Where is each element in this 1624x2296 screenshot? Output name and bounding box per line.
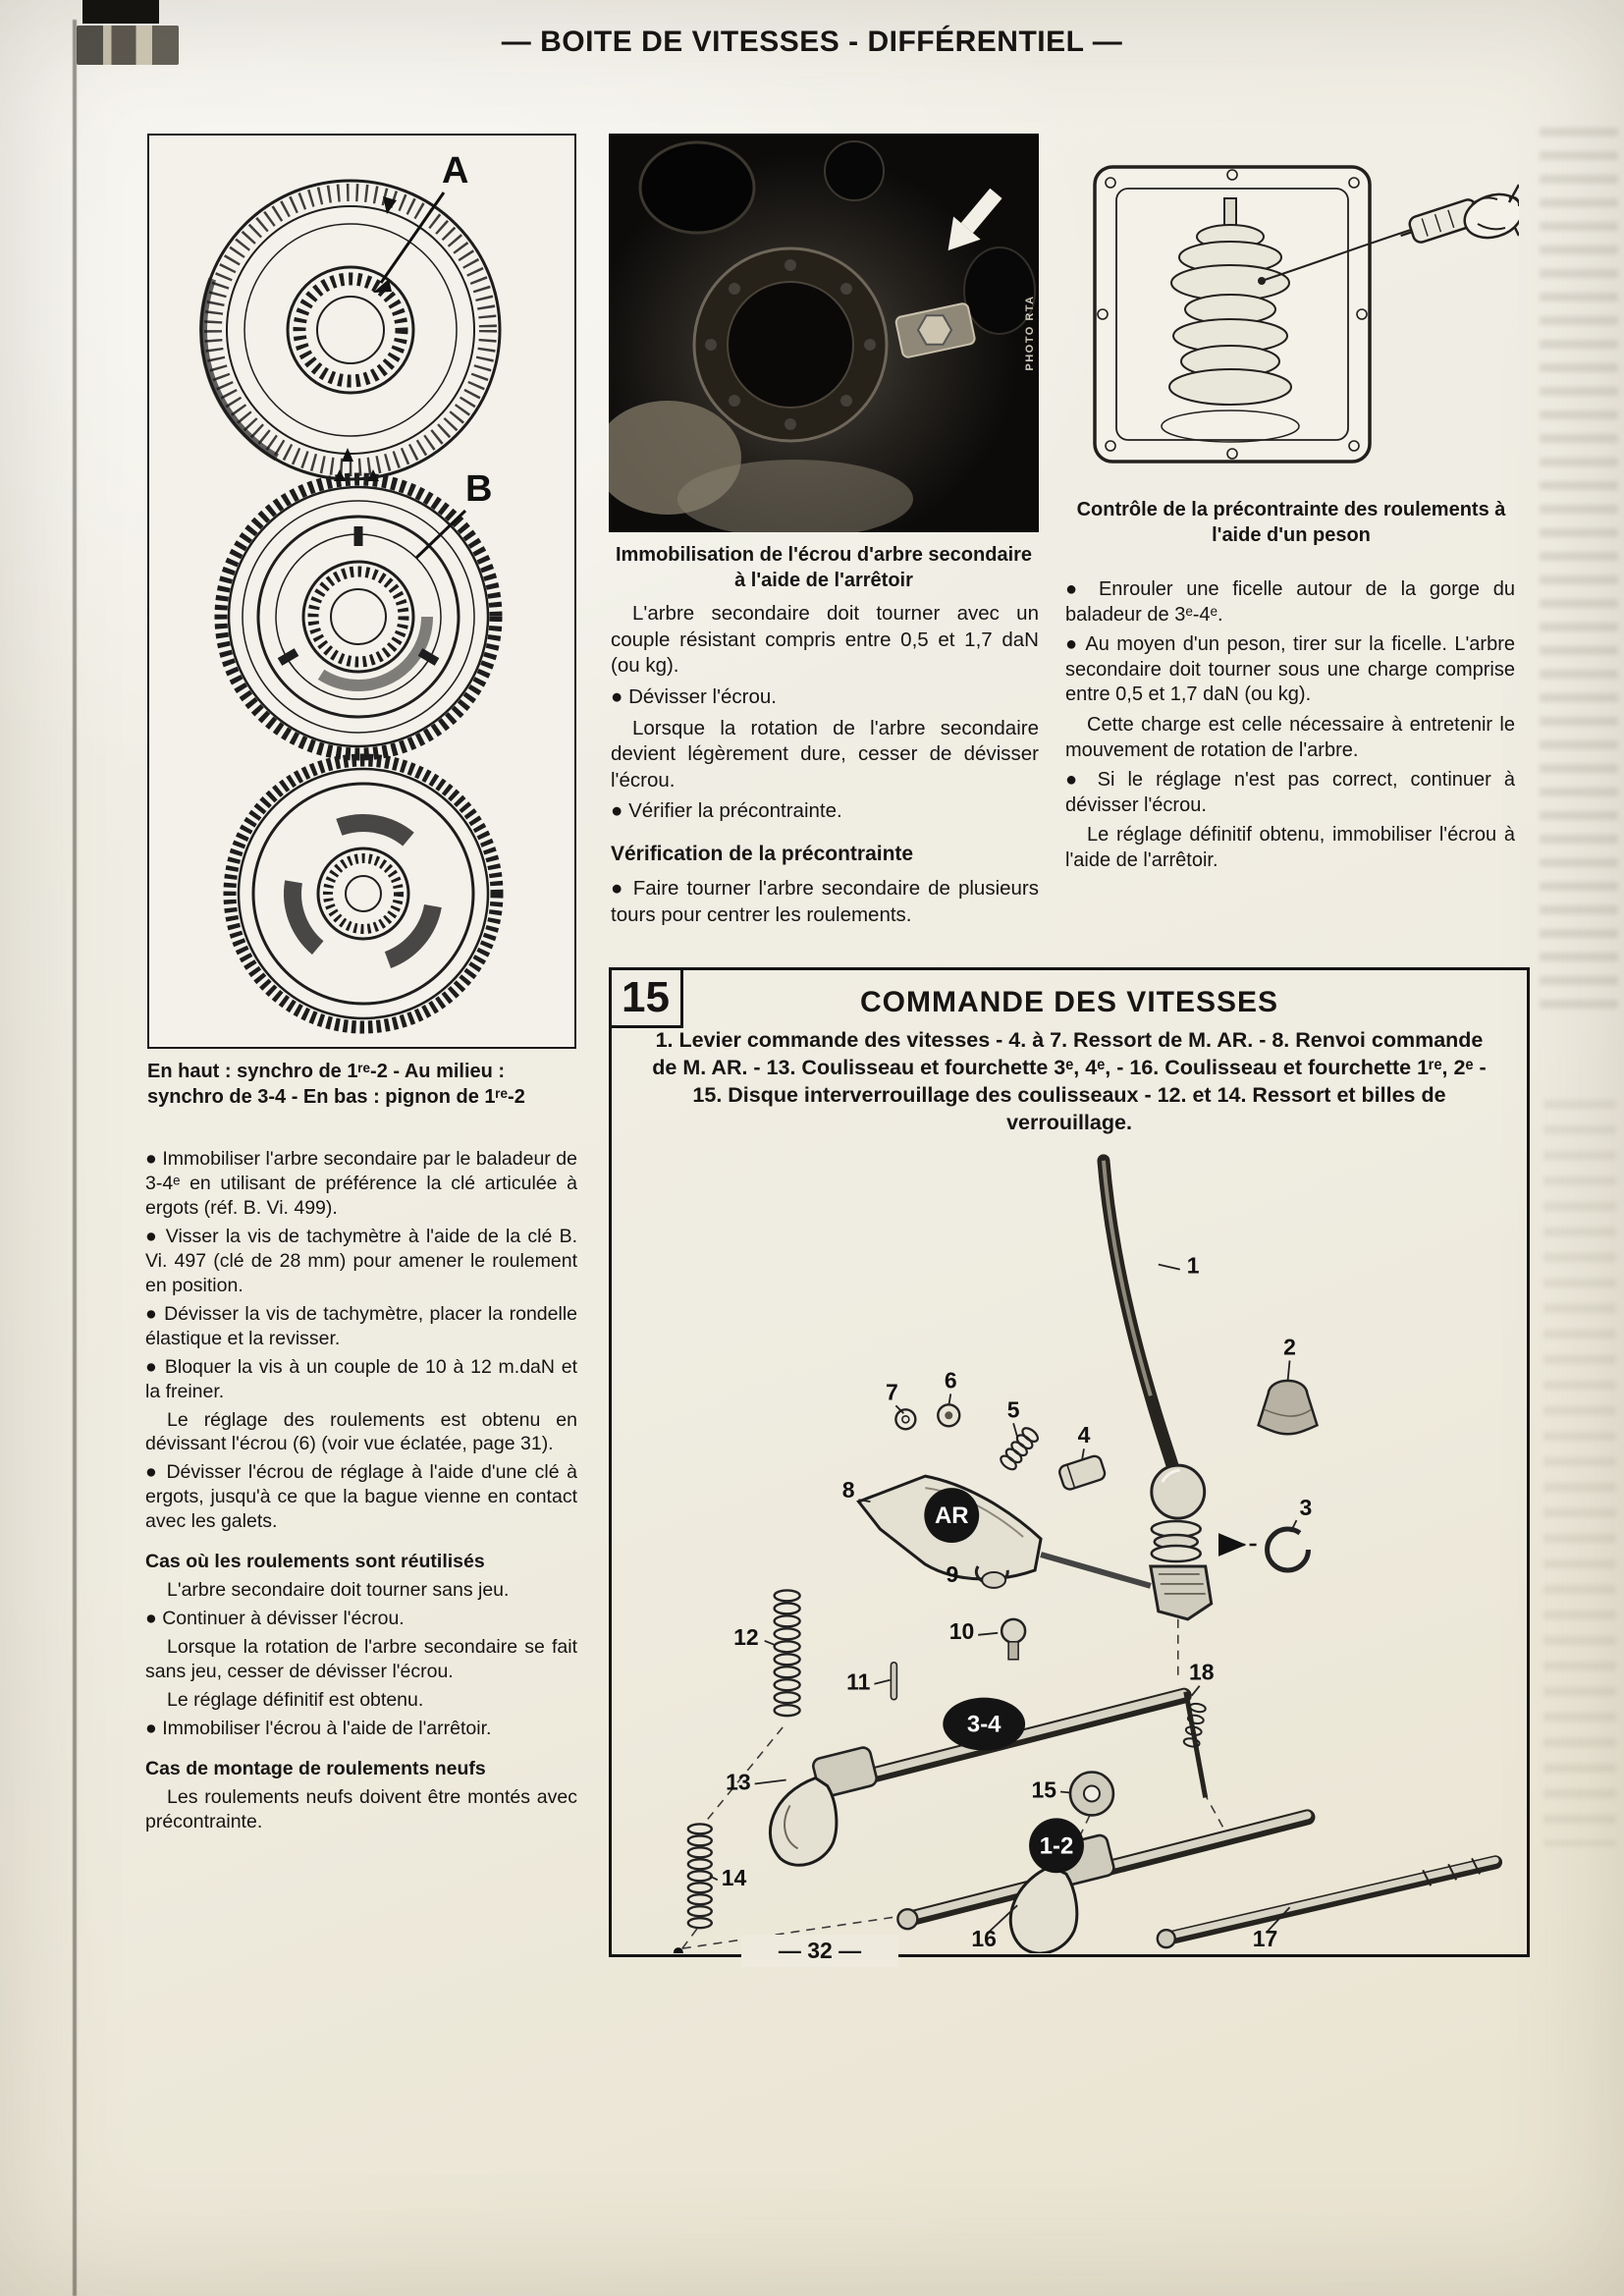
scan-corner-mark bbox=[82, 0, 159, 24]
subheading: Vérification de la précontrainte bbox=[611, 843, 914, 866]
page-bleed-through bbox=[1540, 128, 1618, 1011]
gearbox-photo-art bbox=[609, 134, 1039, 532]
paragraph: Lorsque la rotation de l'arbre secondaire devient légèrement dure, cesser de dévisser l'écrou. bbox=[611, 716, 1039, 792]
ring-hole bbox=[902, 1416, 909, 1423]
peson-drawing bbox=[1065, 134, 1519, 489]
part-number-7: 7 bbox=[886, 1379, 898, 1405]
figure-number: 15 bbox=[609, 967, 683, 1028]
return-spring bbox=[999, 1426, 1040, 1472]
plunger bbox=[1001, 1619, 1025, 1660]
photo-caption: Immobilisation de l'écrou d'arbre secondaire à l'aide de l'arrêtoir bbox=[615, 544, 1033, 591]
label-b: B bbox=[465, 468, 493, 510]
casing-bore bbox=[825, 141, 884, 200]
ring bbox=[895, 1409, 915, 1429]
synchro-figure-caption: En haut : synchro de 1ʳᵉ-2 - Au milieu : synchro de 3-4 - En bas : pignon de 1ʳᵉ-2 bbox=[147, 1061, 525, 1108]
page-bleed-through-lower bbox=[1543, 1100, 1616, 1846]
subheading: Cas de montage de roulements neufs bbox=[145, 1757, 486, 1779]
part-number-8: 8 bbox=[841, 1477, 855, 1503]
right-text-column bbox=[1065, 577, 1515, 879]
paragraph: L'arbre secondaire doit tourner avec un couple résistant compris entre 0,5 et 1,7 daN (ou kg). bbox=[611, 602, 1039, 678]
badge-label-AR: AR bbox=[934, 1503, 969, 1530]
paragraph: ● Dévisser l'écrou. bbox=[611, 684, 777, 708]
label-a: A bbox=[442, 150, 469, 191]
casing-bore bbox=[640, 142, 754, 233]
locking-spring-14 bbox=[688, 1824, 712, 1928]
part-number-4: 4 bbox=[1077, 1422, 1091, 1449]
figure-15-box bbox=[609, 967, 1530, 1957]
subheading: Cas où les roulements sont réutilisés bbox=[145, 1551, 485, 1573]
locking-spring bbox=[775, 1590, 800, 1716]
part-number-14: 14 bbox=[721, 1865, 747, 1891]
figure-legend: 1. Levier commande des vitesses - 4. à 7. Ressort de M. AR. - 8. Renvoi commande de M. AR. - 13. Coulisseau et fourchette 3ᵉ, 4ᵉ, - 16. Coulisseau et fourchette 1ʳᵉ, 2ᵉ - 15. Disque interverrouillage des coulisseaux - 12. et 14. Ressort et billes de verrouillage. bbox=[652, 1028, 1487, 1134]
exploded-diagram bbox=[614, 1142, 1525, 1953]
paragraph: ● Immobiliser l'écrou à l'aide de l'arrêtoir. bbox=[145, 1718, 492, 1740]
synchro-lugs bbox=[280, 526, 437, 662]
part-number-5: 5 bbox=[1006, 1396, 1020, 1423]
paragraph: ● Vérifier la précontrainte. bbox=[611, 799, 842, 823]
paragraph: ● Immobiliser l'arbre secondaire par le baladeur de 3-4ᵉ en utilisant de préférence la clé articulée à ergots (réf. B. Vi. 499). bbox=[145, 1148, 577, 1219]
part-number-16: 16 bbox=[971, 1926, 997, 1952]
synchro-drawing bbox=[149, 136, 574, 1047]
paragraph: ● Dévisser l'écrou de réglage à l'aide d'une clé à ergots, jusqu'à ce que la bague vienne en contact avec les galets. bbox=[145, 1461, 577, 1533]
paragraph: ● Continuer à dévisser l'écrou. bbox=[145, 1608, 405, 1630]
photo-credit: PHOTO RTA bbox=[1024, 295, 1036, 371]
rail-fork-1-2 bbox=[897, 1815, 1307, 1953]
part-number-3: 3 bbox=[1299, 1495, 1313, 1521]
pin bbox=[891, 1663, 896, 1700]
paragraph: Le réglage définitif obtenu, immobiliser l'écrou à l'aide de l'arrêtoir. bbox=[1065, 824, 1515, 871]
reverse-relay-arm bbox=[858, 1476, 1150, 1586]
paragraph: ● Enrouler une ficelle autour de la gorge du baladeur de 3ᵉ-4ᵉ. bbox=[1065, 578, 1515, 626]
part-number-2: 2 bbox=[1283, 1334, 1296, 1360]
paragraph: Le réglage définitif est obtenu. bbox=[167, 1689, 424, 1712]
peson-figure bbox=[1065, 134, 1519, 489]
rod-18 bbox=[1183, 1692, 1206, 1798]
part-number-12: 12 bbox=[733, 1623, 759, 1650]
figure-title: COMMANDE DES VITESSES bbox=[859, 986, 1279, 1018]
screw-dot bbox=[674, 1947, 683, 1953]
part-number-17: 17 bbox=[1252, 1926, 1278, 1952]
paragraph: ● Au moyen d'un peson, tirer sur la ficelle. L'arbre secondaire doit tourner sous une charge comprise entre 0,5 et 1,7 daN (ou kg). bbox=[1065, 633, 1515, 706]
part-number-1: 1 bbox=[1186, 1252, 1200, 1279]
page-title: — BOITE DE VITESSES - DIFFÉRENTIEL — bbox=[501, 26, 1123, 58]
arrow-mark bbox=[342, 448, 353, 462]
part-number-18: 18 bbox=[1188, 1659, 1215, 1685]
paragraph: Lorsque la rotation de l'arbre secondaire se fait sans jeu, cesser de dévisser l'écrou. bbox=[145, 1636, 577, 1683]
paragraph: Les roulements neufs doivent être montés avec précontrainte. bbox=[145, 1785, 577, 1832]
construction-lines bbox=[682, 1619, 1225, 1948]
middle-text-column bbox=[611, 601, 1039, 934]
page-number: — 32 — bbox=[741, 1935, 898, 1967]
rail-17 bbox=[1158, 1858, 1495, 1947]
pignon-1-2-gear bbox=[230, 760, 497, 1027]
washer-hole bbox=[945, 1411, 952, 1419]
part-number-6: 6 bbox=[944, 1367, 957, 1394]
paragraph: Cette charge est celle nécessaire à entretenir le mouvement de rotation de l'arbre. bbox=[1065, 713, 1515, 761]
paragraph: Le réglage des roulements est obtenu en dévissant l'écrou (6) (voir vue éclatée, page 31). bbox=[145, 1408, 577, 1455]
part-number-9: 9 bbox=[946, 1560, 959, 1587]
paragraph: ● Si le réglage n'est pas correct, continuer à dévisser l'écrou. bbox=[1065, 769, 1515, 816]
interlock-disc bbox=[1070, 1773, 1113, 1816]
paragraph: ● Bloquer la vis à un couple de 10 à 12 m.daN et la freiner. bbox=[145, 1355, 577, 1402]
part-number-11: 11 bbox=[846, 1668, 871, 1695]
part-number-13: 13 bbox=[726, 1769, 751, 1795]
hex-nut bbox=[918, 315, 951, 344]
bearing-bore bbox=[728, 282, 853, 408]
badge-label-3-4: 3-4 bbox=[966, 1711, 1001, 1738]
paragraph: L'arbre secondaire doit tourner sans jeu. bbox=[167, 1579, 510, 1602]
gear-lever bbox=[1104, 1161, 1212, 1619]
badge-label-1-2: 1-2 bbox=[1039, 1832, 1074, 1860]
left-text-column bbox=[145, 1147, 577, 1838]
gearbox-photo bbox=[609, 134, 1039, 532]
hand bbox=[1459, 185, 1519, 245]
paragraph: ● Faire tourner l'arbre secondaire de plusieurs tours pour centrer les roulements. bbox=[611, 877, 1039, 927]
paragraph: ● Dévisser la vis de tachymètre, placer la rondelle élastique et la revisser. bbox=[145, 1302, 577, 1349]
synchro-figure bbox=[147, 134, 576, 1049]
circlip bbox=[1268, 1529, 1309, 1570]
part-number-10: 10 bbox=[948, 1617, 975, 1644]
part-number-15: 15 bbox=[1031, 1777, 1057, 1803]
paragraph: ● Visser la vis de tachymètre à l'aide de la clé B. Vi. 497 (clé de 28 mm) pour amener le roulement en position. bbox=[145, 1225, 577, 1296]
lever-boot bbox=[1259, 1381, 1318, 1434]
peson-figure-caption: Contrôle de la précontrainte des roulements à l'aide d'un peson bbox=[1076, 499, 1506, 546]
scan-edge-line bbox=[73, 20, 77, 2296]
gear-stack bbox=[1169, 225, 1291, 405]
